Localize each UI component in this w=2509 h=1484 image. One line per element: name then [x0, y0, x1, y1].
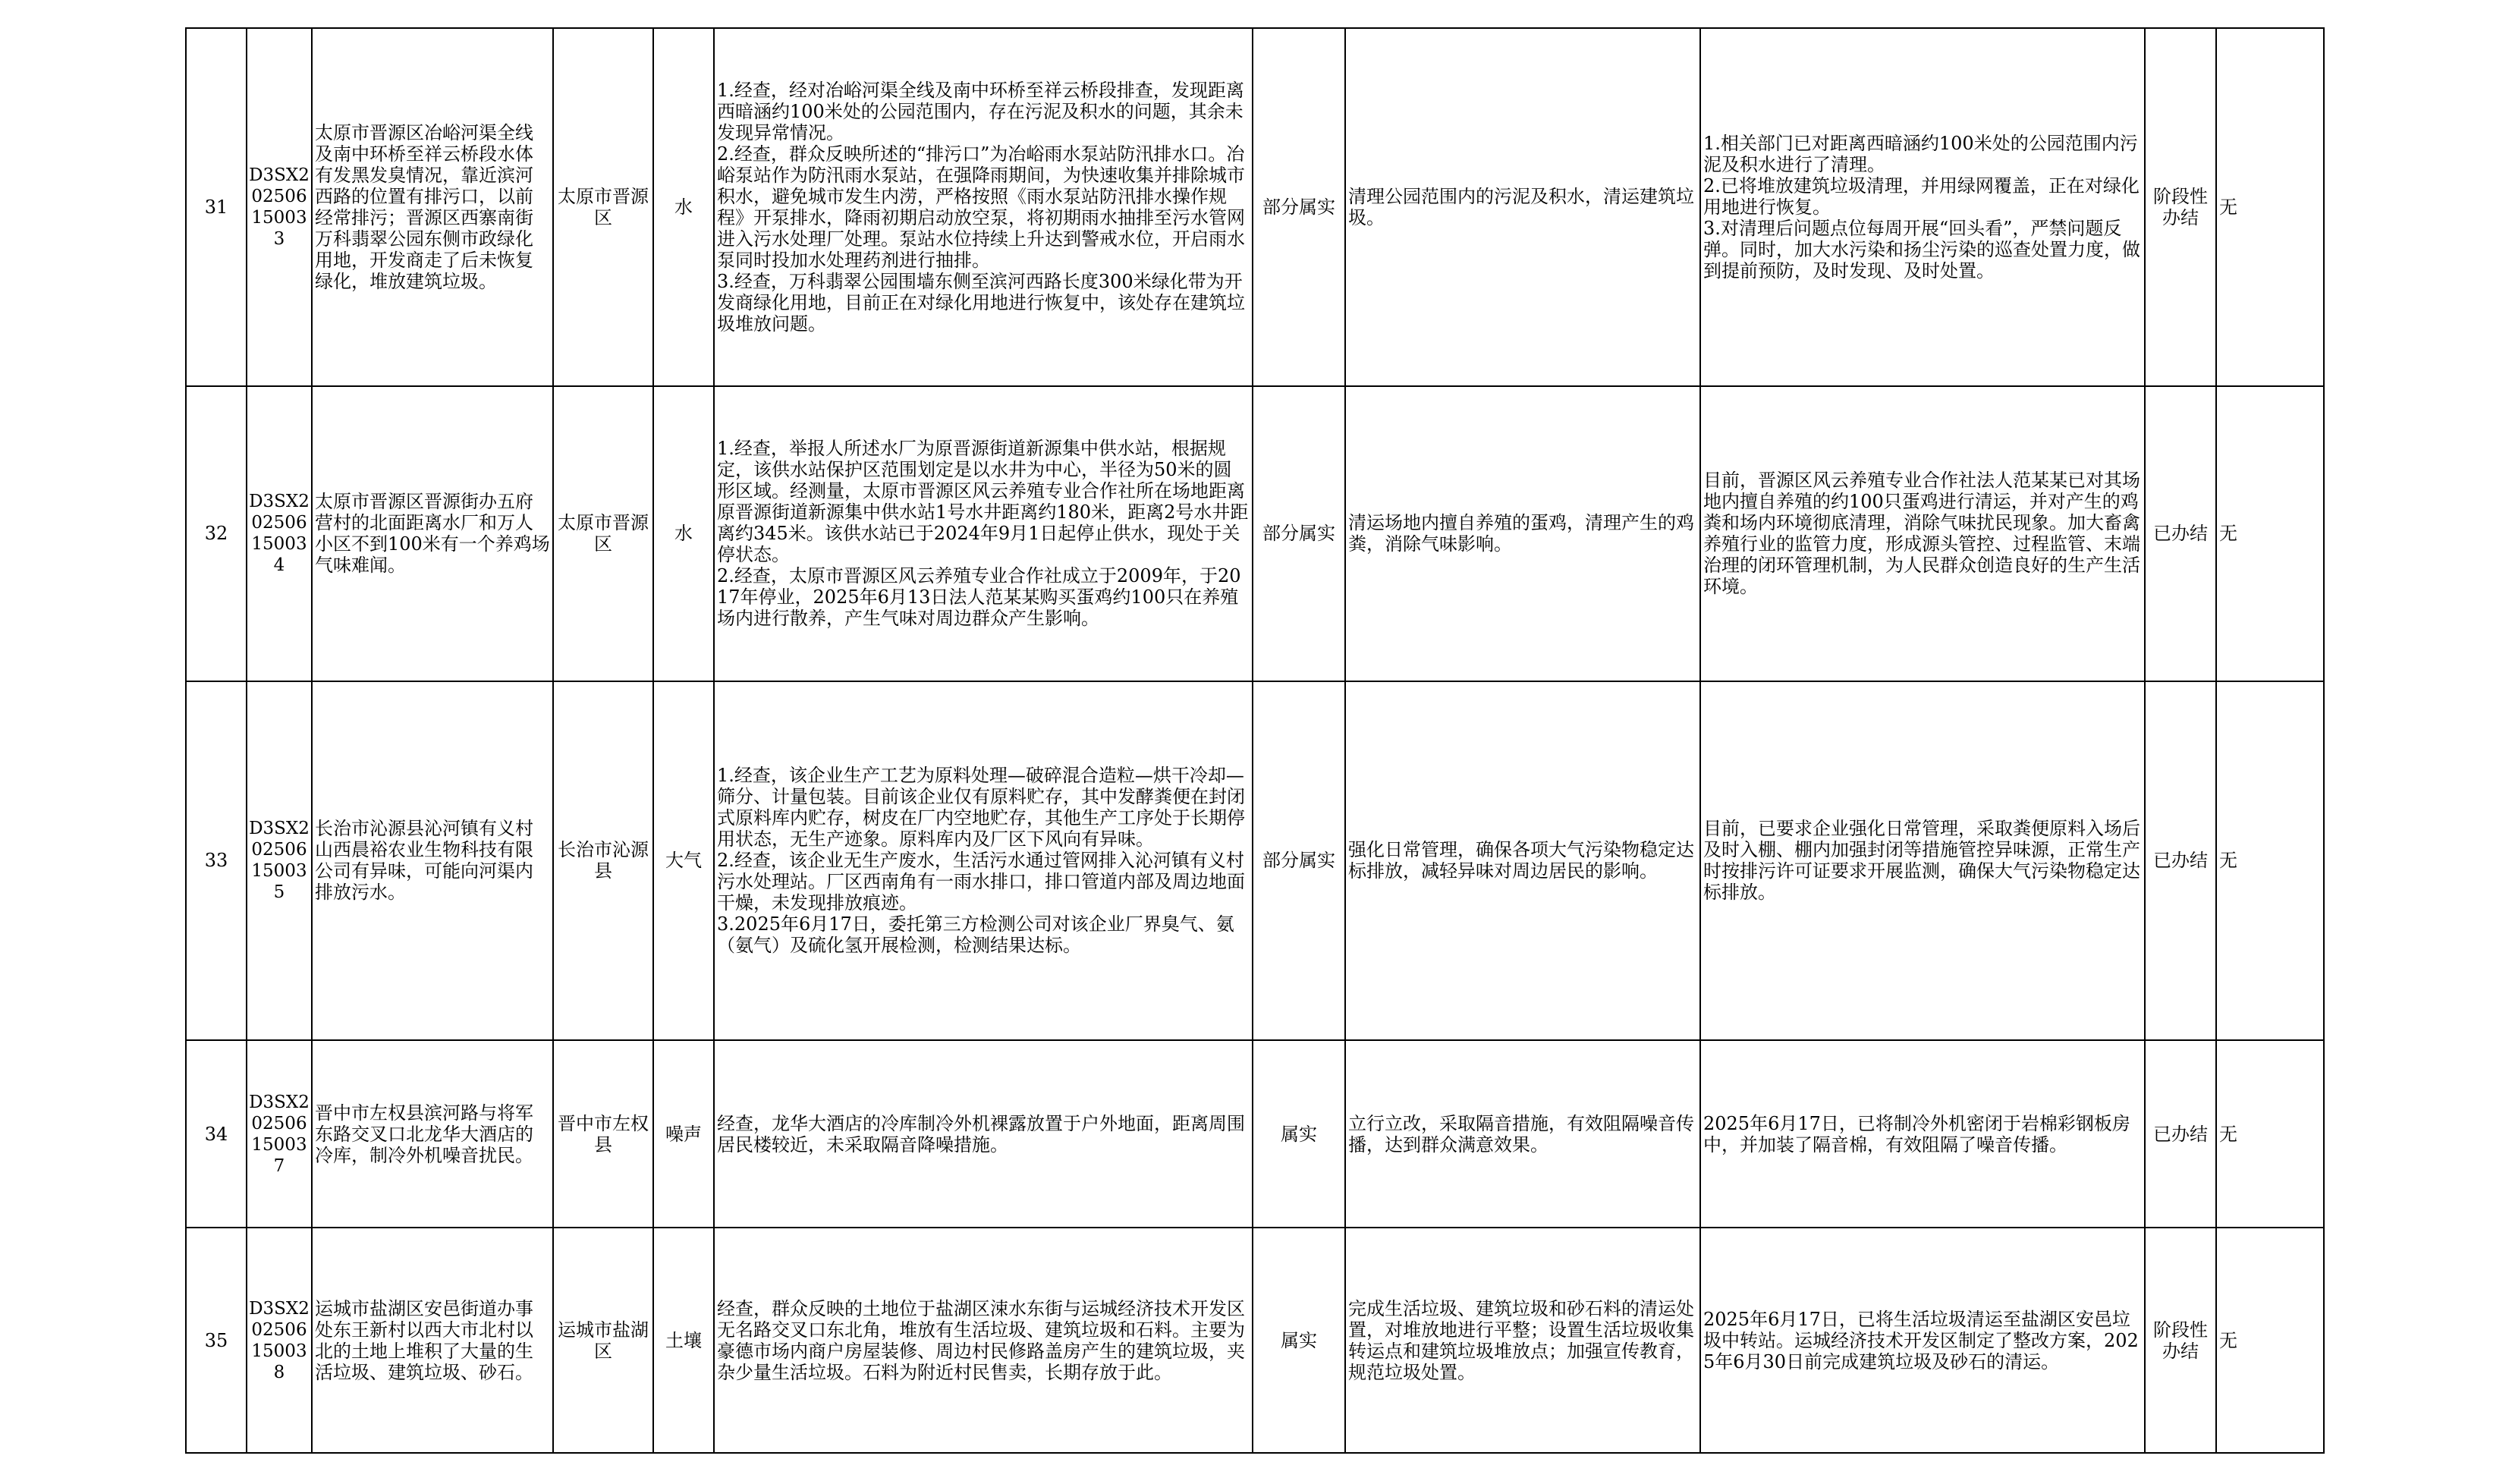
complaint-content: 晋中市左权县滨河路与将军东路交叉口北龙华大酒店的冷库，制冷外机噪音扰民。 — [312, 1040, 553, 1228]
complaint-content: 太原市晋源区冶峪河渠全线及南中环桥至祥云桥段水体有发黑发臭情况，靠近滨河西路的位置有排污口，以前经常排污；晋源区西寨南街万科翡翠公园东侧市政绿化用地，开发商走了后未恢复绿化，堆放建筑垃圾。 — [312, 28, 553, 386]
region: 太原市晋源区 — [553, 386, 653, 681]
case-id: D3SX202506150034 — [247, 386, 312, 681]
rectification-measures: 立行立改，采取隔音措施，有效阻隔噪音传播，达到群众满意效果。 — [1345, 1040, 1700, 1228]
verdict: 属实 — [1253, 1228, 1345, 1453]
verdict: 部分属实 — [1253, 681, 1345, 1041]
case-id: D3SX202506150033 — [247, 28, 312, 386]
pollution-type: 土壤 — [653, 1228, 714, 1453]
table-row — [186, 1040, 2324, 1228]
complaint-table — [185, 27, 2325, 1454]
pollution-type: 大气 — [653, 681, 714, 1041]
row-number: 31 — [186, 28, 247, 386]
table-row — [186, 28, 2324, 386]
case-status: 阶段性办结 — [2145, 28, 2216, 386]
complaint-content: 长治市沁源县沁河镇有义村山西晨裕农业生物科技有限公司有异味，可能向河渠内排放污水。 — [312, 681, 553, 1041]
verdict: 属实 — [1253, 1040, 1345, 1228]
rectification-measures: 清理公园范围内的污泥及积水，清运建筑垃圾。 — [1345, 28, 1700, 386]
accountability: 无 — [2216, 386, 2324, 681]
region: 长治市沁源县 — [553, 681, 653, 1041]
pollution-type: 噪声 — [653, 1040, 714, 1228]
complaint-content: 运城市盐湖区安邑街道办事处东王新村以西大市北村以北的土地上堆积了大量的生活垃圾、建筑垃圾、砂石。 — [312, 1228, 553, 1453]
investigation-findings: 1.经查，该企业生产工艺为原料处理—破碎混合造粒—烘干冷却—筛分、计量包装。目前该企业仅有原料贮存，其中发酵粪便在封闭式原料库内贮存，树皮在厂内空地贮存，其他生产工序处于长期停用状态，无生产迹象。原料库内及厂区下风向有异味。 2.经查，该企业无生产废水，生活污水通过管网排入沁河镇有义村污水处理站。厂区西南角有一雨水排口，排口管道内部及周边地面干燥，未发现排放痕迹。 3.2025年6月17日，委托第三方检测公司对该企业厂界臭气、氨（氨气）及硫化氢开展检测，检测结果达标。 — [714, 681, 1253, 1041]
investigation-findings: 经查，群众反映的土地位于盐湖区涑水东街与运城经济技术开发区无名路交叉口东北角，堆放有生活垃圾、建筑垃圾和石料。主要为豪德市场内商户房屋装修、周边村民修路盖房产生的建筑垃圾，夹杂少量生活垃圾。石料为附近村民售卖，长期存放于此。 — [714, 1228, 1253, 1453]
verdict: 部分属实 — [1253, 28, 1345, 386]
investigation-findings: 经查，龙华大酒店的冷库制冷外机裸露放置于户外地面，距离周围居民楼较近，未采取隔音降噪措施。 — [714, 1040, 1253, 1228]
region: 运城市盐湖区 — [553, 1228, 653, 1453]
case-id: D3SX202506150038 — [247, 1228, 312, 1453]
case-status: 已办结 — [2145, 681, 2216, 1041]
rectification-result: 1.相关部门已对距离西暗涵约100米处的公园范围内污泥及积水进行了清理。 2.已将堆放建筑垃圾清理，并用绿网覆盖，正在对绿化用地进行恢复。 3.对清理后问题点位每周开展“回头看”，严禁问题反弹。同时，加大水污染和扬尘污染的巡查处置力度，做到提前预防，及时发现、及时处置。 — [1700, 28, 2145, 386]
row-number: 35 — [186, 1228, 247, 1453]
accountability: 无 — [2216, 28, 2324, 386]
case-status: 已办结 — [2145, 1040, 2216, 1228]
pollution-type: 水 — [653, 28, 714, 386]
accountability: 无 — [2216, 1228, 2324, 1453]
investigation-findings: 1.经查，经对冶峪河渠全线及南中环桥至祥云桥段排查，发现距离西暗涵约100米处的公园范围内，存在污泥及积水的问题，其余未发现异常情况。 2.经查，群众反映所述的“排污口”为冶峪雨水泵站防汛排水口。冶峪泵站作为防汛雨水泵站，在强降雨期间，为快速收集并排除城市积水，避免城市发生内涝，严格按照《雨水泵站防汛排水操作规程》开泵排水，降雨初期启动放空泵，将初期雨水抽排至污水管网进入污水处理厂处理。泵站水位持续上升达到警戒水位，开启雨水泵同时投加水处理药剂进行抽排。 3.经查，万科翡翠公园围墙东侧至滨河西路长度300米绿化带为开发商绿化用地，目前正在对绿化用地进行恢复中，该处存在建筑垃圾堆放问题。 — [714, 28, 1253, 386]
accountability: 无 — [2216, 681, 2324, 1041]
rectification-measures: 完成生活垃圾、建筑垃圾和砂石料的清运处置，对堆放地进行平整；设置生活垃圾收集转运点和建筑垃圾堆放点；加强宣传教育，规范垃圾处置。 — [1345, 1228, 1700, 1453]
row-number: 33 — [186, 681, 247, 1041]
region: 太原市晋源区 — [553, 28, 653, 386]
row-number: 34 — [186, 1040, 247, 1228]
case-status: 已办结 — [2145, 386, 2216, 681]
case-id: D3SX202506150035 — [247, 681, 312, 1041]
table-row — [186, 681, 2324, 1041]
pollution-type: 水 — [653, 386, 714, 681]
rectification-result: 2025年6月17日，已将制冷外机密闭于岩棉彩钢板房中，并加装了隔音棉，有效阻隔了噪音传播。 — [1700, 1040, 2145, 1228]
accountability: 无 — [2216, 1040, 2324, 1228]
investigation-findings: 1.经查，举报人所述水厂为原晋源街道新源集中供水站，根据规定，该供水站保护区范围划定是以水井为中心，半径为50米的圆形区域。经测量，太原市晋源区风云养殖专业合作社所在场地距离原晋源街道新源集中供水站1号水井距离约180米，距离2号水井距离约345米。该供水站已于2024年9月1日起停止供水，现处于关停状态。 2.经查，太原市晋源区风云养殖专业合作社成立于2009年，于2017年停业，2025年6月13日法人范某某购买蛋鸡约100只在养殖场内进行散养，产生气味对周边群众产生影响。 — [714, 386, 1253, 681]
table-row — [186, 386, 2324, 681]
row-number: 32 — [186, 386, 247, 681]
rectification-measures: 清运场地内擅自养殖的蛋鸡，清理产生的鸡粪，消除气味影响。 — [1345, 386, 1700, 681]
rectification-result: 目前，晋源区风云养殖专业合作社法人范某某已对其场地内擅自养殖的约100只蛋鸡进行清运，并对产生的鸡粪和场内环境彻底清理，消除气味扰民现象。加大畜禽养殖行业的监管力度，形成源头管控、过程监管、末端治理的闭环管理机制，为人民群众创造良好的生产生活环境。 — [1700, 386, 2145, 681]
rectification-result: 2025年6月17日，已将生活垃圾清运至盐湖区安邑垃圾中转站。运城经济技术开发区制定了整改方案，2025年6月30日前完成建筑垃圾及砂石的清运。 — [1700, 1228, 2145, 1453]
rectification-result: 目前，已要求企业强化日常管理，采取粪便原料入场后及时入棚、棚内加强封闭等措施管控异味源，正常生产时按排污许可证要求开展监测，确保大气污染物稳定达标排放。 — [1700, 681, 2145, 1041]
rectification-measures: 强化日常管理，确保各项大气污染物稳定达标排放，减轻异味对周边居民的影响。 — [1345, 681, 1700, 1041]
case-id: D3SX202506150037 — [247, 1040, 312, 1228]
case-status: 阶段性办结 — [2145, 1228, 2216, 1453]
verdict: 部分属实 — [1253, 386, 1345, 681]
table-row — [186, 1228, 2324, 1453]
complaint-content: 太原市晋源区晋源街办五府营村的北面距离水厂和万人小区不到100米有一个养鸡场气味难闻。 — [312, 386, 553, 681]
region: 晋中市左权县 — [553, 1040, 653, 1228]
